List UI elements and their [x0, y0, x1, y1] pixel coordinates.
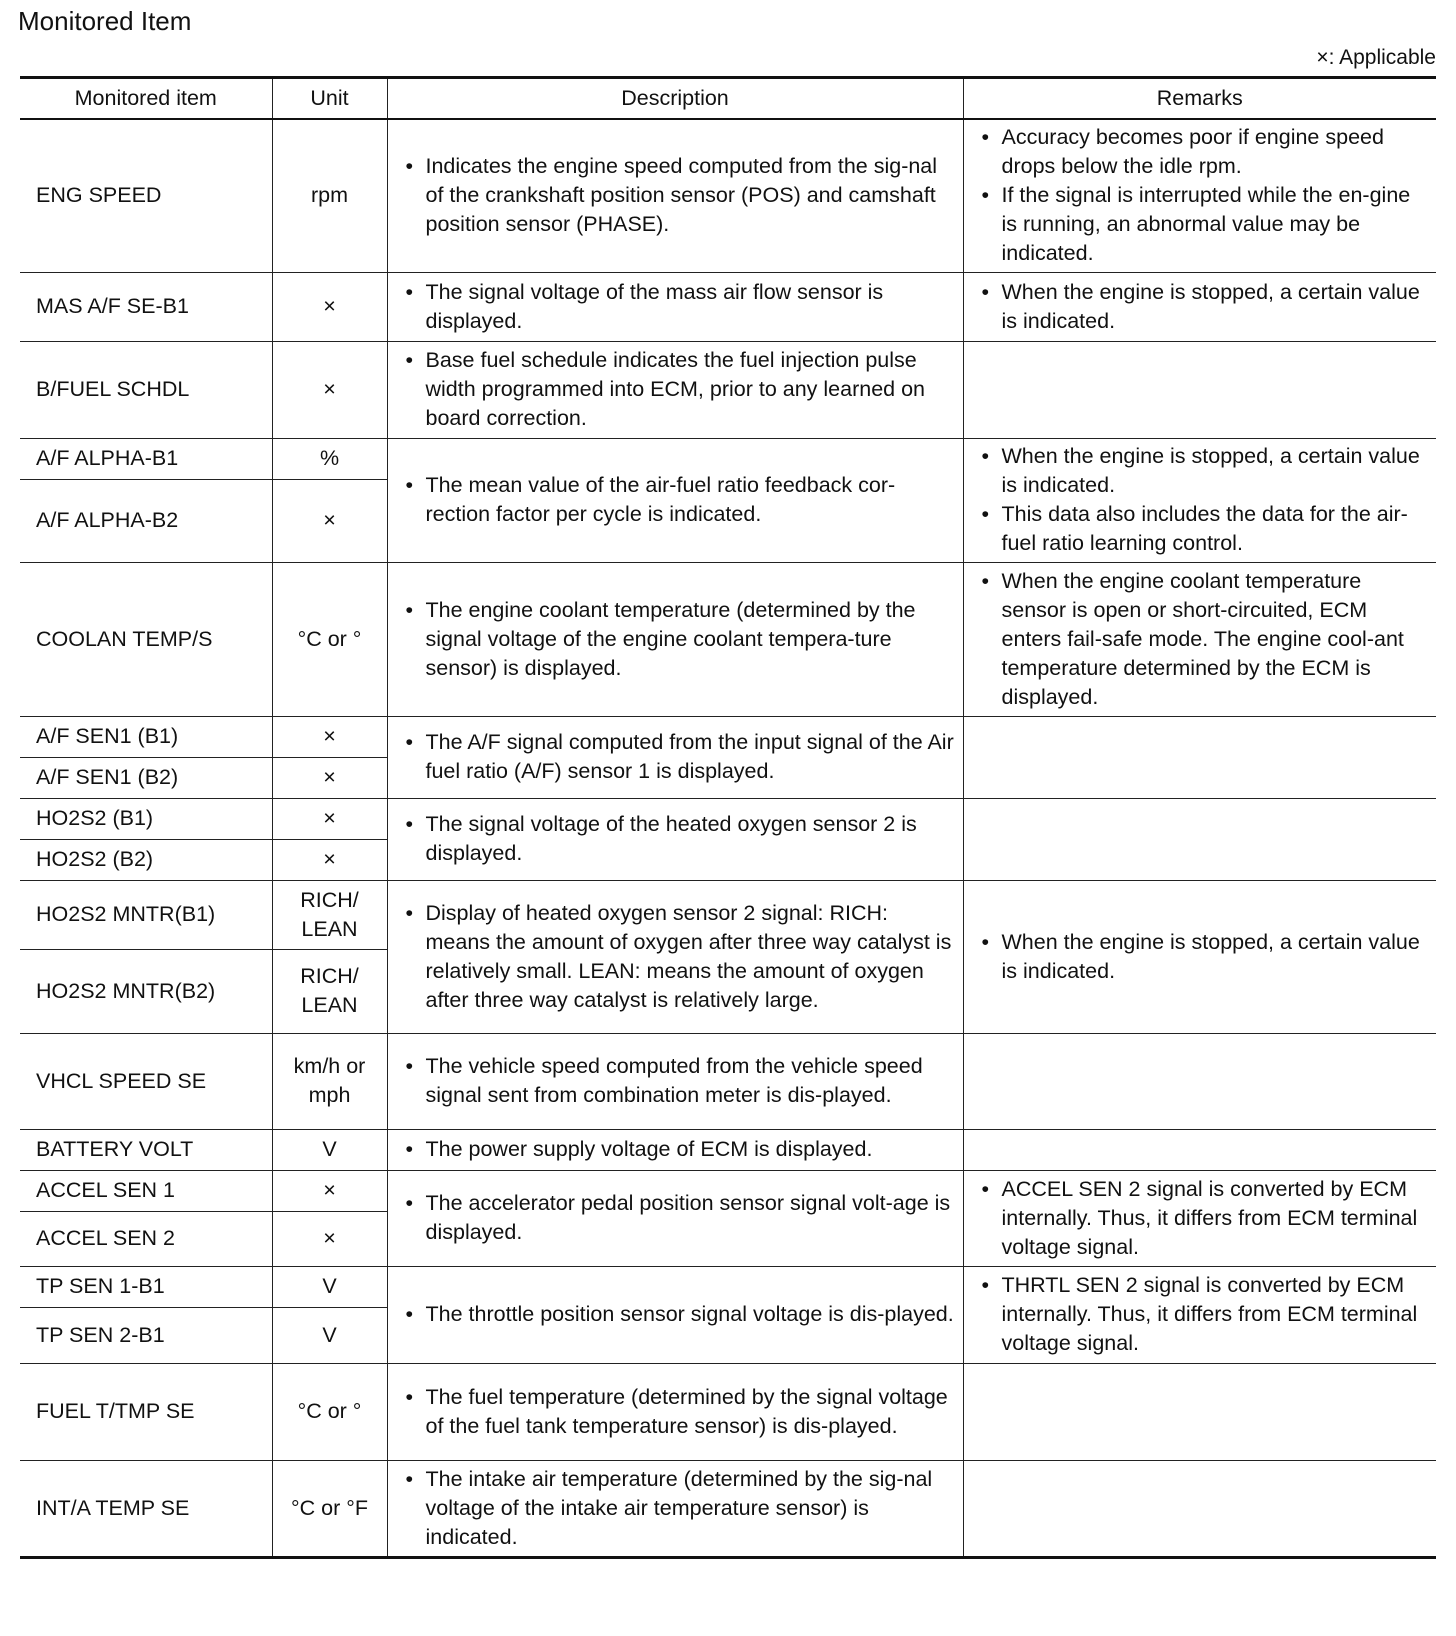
unit-cell: °C or ° — [272, 1363, 387, 1460]
table-row — [20, 1033, 1436, 1129]
unit-cell: × — [272, 839, 387, 880]
monitored-item-cell: TP SEN 2-B1 — [20, 1307, 272, 1363]
bullet-item: • The signal voltage of the heated oxygen sensor 2 is displayed. — [396, 810, 955, 868]
bullet-list — [396, 471, 955, 529]
monitored-item-cell: A/F ALPHA-B1 — [20, 438, 272, 479]
bullet-list — [396, 152, 955, 239]
header-monitored-item: Monitored item — [20, 78, 272, 120]
bullet-list — [972, 567, 1429, 712]
remarks-cell — [963, 880, 1436, 1033]
bullet-item: • When the engine coolant temperature sensor is open or short-circuited, ECM enters fail-safe mode. The engine cool-ant temperature determined by the ECM is displayed. — [972, 567, 1429, 712]
monitored-item-cell: INT/A TEMP SE — [20, 1460, 272, 1557]
unit-cell: × — [272, 757, 387, 798]
bullet-item: • The vehicle speed computed from the vehicle speed signal sent from combination meter is dis-played. — [396, 1052, 955, 1110]
bullet-item: • The fuel temperature (determined by the signal voltage of the fuel tank temperature sensor) is dis-played. — [396, 1383, 955, 1441]
table-body — [20, 119, 1436, 1557]
bullet-list — [396, 899, 955, 1015]
page-title: Monitored Item — [18, 6, 192, 36]
bullet-list — [972, 1271, 1429, 1358]
monitored-item-cell: BATTERY VOLT — [20, 1129, 272, 1170]
description-cell — [387, 880, 963, 1033]
unit-cell: × — [272, 479, 387, 562]
table-row — [20, 341, 1436, 438]
description-cell — [387, 341, 963, 438]
remarks-cell — [963, 1460, 1436, 1557]
bullet-list — [396, 1189, 955, 1247]
monitored-item-cell: VHCL SPEED SE — [20, 1033, 272, 1129]
header-remarks: Remarks — [963, 78, 1436, 120]
bullet-item: • The accelerator pedal position sensor signal volt-age is displayed. — [396, 1189, 955, 1247]
monitored-item-cell: HO2S2 (B2) — [20, 839, 272, 880]
description-cell — [387, 562, 963, 716]
bullet-item: • THRTL SEN 2 signal is converted by ECM internally. Thus, it differs from ECM terminal voltage signal. — [972, 1271, 1429, 1358]
unit-cell: × — [272, 1211, 387, 1266]
bullet-item: • When the engine is stopped, a certain value is indicated. — [972, 278, 1429, 336]
description-cell — [387, 1460, 963, 1557]
bullet-item: • When the engine is stopped, a certain value is indicated. — [972, 442, 1429, 500]
unit-cell: °C or °F — [272, 1460, 387, 1557]
monitored-item-cell: A/F SEN1 (B1) — [20, 716, 272, 757]
bullet-list — [972, 928, 1429, 986]
remarks-cell — [963, 798, 1436, 880]
bullet-list — [396, 596, 955, 683]
description-cell — [387, 1033, 963, 1129]
bullet-list — [972, 442, 1429, 558]
table-header-row — [20, 78, 1436, 120]
monitored-item-table — [20, 76, 1436, 1559]
remarks-cell — [963, 562, 1436, 716]
bullet-item: • Base fuel schedule indicates the fuel injection pulse width programmed into ECM, prior to any learned on board correction. — [396, 346, 955, 433]
remarks-cell — [963, 1129, 1436, 1170]
bullet-list — [972, 1175, 1429, 1262]
header-description: Description — [387, 78, 963, 120]
bullet-item: • The signal voltage of the mass air flow sensor is displayed. — [396, 278, 955, 336]
unit-cell: °C or ° — [272, 562, 387, 716]
remarks-cell — [963, 272, 1436, 341]
remarks-cell — [963, 119, 1436, 272]
remarks-cell — [963, 341, 1436, 438]
bullet-list — [396, 1052, 955, 1110]
monitored-item-cell: HO2S2 MNTR(B1) — [20, 880, 272, 949]
table-row — [20, 1170, 1436, 1211]
bullet-list — [396, 1135, 955, 1164]
bullet-list — [396, 728, 955, 786]
table-row — [20, 1129, 1436, 1170]
table-row — [20, 798, 1436, 839]
table-row — [20, 716, 1436, 757]
description-cell — [387, 119, 963, 272]
bullet-item: • The A/F signal computed from the input signal of the Air fuel ratio (A/F) sensor 1 is displayed. — [396, 728, 955, 786]
monitored-item-cell: B/FUEL SCHDL — [20, 341, 272, 438]
monitored-item-cell: A/F SEN1 (B2) — [20, 757, 272, 798]
bullet-list — [396, 278, 955, 336]
applicable-legend: ×: Applicable — [1316, 46, 1436, 69]
monitored-item-cell: FUEL T/TMP SE — [20, 1363, 272, 1460]
unit-cell: V — [272, 1266, 387, 1307]
unit-cell: × — [272, 341, 387, 438]
bullet-item: • The engine coolant temperature (determined by the signal voltage of the engine coolant tempera-ture sensor) is displayed. — [396, 596, 955, 683]
monitored-item-cell: TP SEN 1-B1 — [20, 1266, 272, 1307]
unit-cell: × — [272, 1170, 387, 1211]
bullet-list — [396, 346, 955, 433]
monitored-item-cell: ACCEL SEN 2 — [20, 1211, 272, 1266]
unit-cell: × — [272, 798, 387, 839]
description-cell — [387, 1170, 963, 1266]
table-row — [20, 272, 1436, 341]
bullet-list — [396, 1300, 955, 1329]
bullet-item: • Accuracy becomes poor if engine speed drops below the idle rpm. — [972, 123, 1429, 181]
bullet-item: • Display of heated oxygen sensor 2 signal: RICH: means the amount of oxygen after three way catalyst is relatively small. LEAN: means the amount of oxygen after three way catalyst is relatively large. — [396, 899, 955, 1015]
bullet-item: • When the engine is stopped, a certain value is indicated. — [972, 928, 1429, 986]
unit-cell: V — [272, 1307, 387, 1363]
monitored-item-cell: ACCEL SEN 1 — [20, 1170, 272, 1211]
unit-cell: × — [272, 716, 387, 757]
monitored-item-cell: ENG SPEED — [20, 119, 272, 272]
description-cell — [387, 438, 963, 562]
unit-cell: × — [272, 272, 387, 341]
description-cell — [387, 1363, 963, 1460]
remarks-cell — [963, 1266, 1436, 1363]
table-row — [20, 1266, 1436, 1307]
bullet-item: • The throttle position sensor signal voltage is dis-played. — [396, 1300, 955, 1329]
bullet-item: • The mean value of the air-fuel ratio feedback cor-rection factor per cycle is indicated. — [396, 471, 955, 529]
unit-cell: RICH/ LEAN — [272, 880, 387, 949]
table-row — [20, 1460, 1436, 1557]
monitored-item-cell: HO2S2 (B1) — [20, 798, 272, 839]
description-cell — [387, 1266, 963, 1363]
bullet-item: • The power supply voltage of ECM is displayed. — [396, 1135, 955, 1164]
monitored-item-cell: MAS A/F SE-B1 — [20, 272, 272, 341]
table-row — [20, 880, 1436, 949]
bullet-item: • ACCEL SEN 2 signal is converted by ECM internally. Thus, it differs from ECM terminal voltage signal. — [972, 1175, 1429, 1262]
table-row — [20, 438, 1436, 479]
remarks-cell — [963, 1363, 1436, 1460]
header-unit: Unit — [272, 78, 387, 120]
bullet-item: • Indicates the engine speed computed from the sig-nal of the crankshaft position sensor (POS) and camshaft position sensor (PHASE). — [396, 152, 955, 239]
description-cell — [387, 1129, 963, 1170]
description-cell — [387, 716, 963, 798]
unit-cell: RICH/ LEAN — [272, 949, 387, 1033]
bullet-list — [396, 1383, 955, 1441]
table-row — [20, 119, 1436, 272]
bullet-item: • If the signal is interrupted while the en-gine is running, an abnormal value may be indicated. — [972, 181, 1429, 268]
unit-cell: rpm — [272, 119, 387, 272]
monitored-item-cell: HO2S2 MNTR(B2) — [20, 949, 272, 1033]
monitored-item-cell: A/F ALPHA-B2 — [20, 479, 272, 562]
remarks-cell — [963, 1033, 1436, 1129]
bullet-list — [972, 278, 1429, 336]
bullet-list — [396, 1465, 955, 1552]
bullet-item: • This data also includes the data for the air-fuel ratio learning control. — [972, 500, 1429, 558]
remarks-cell — [963, 716, 1436, 798]
unit-cell: V — [272, 1129, 387, 1170]
bullet-item: • The intake air temperature (determined by the sig-nal voltage of the intake air temperature sensor) is indicated. — [396, 1465, 955, 1552]
table-row — [20, 562, 1436, 716]
remarks-cell — [963, 438, 1436, 562]
bullet-list — [972, 123, 1429, 268]
table-row — [20, 1363, 1436, 1460]
monitored-item-cell: COOLAN TEMP/S — [20, 562, 272, 716]
description-cell — [387, 272, 963, 341]
remarks-cell — [963, 1170, 1436, 1266]
description-cell — [387, 798, 963, 880]
bullet-list — [396, 810, 955, 868]
unit-cell: km/h or mph — [272, 1033, 387, 1129]
unit-cell: % — [272, 438, 387, 479]
